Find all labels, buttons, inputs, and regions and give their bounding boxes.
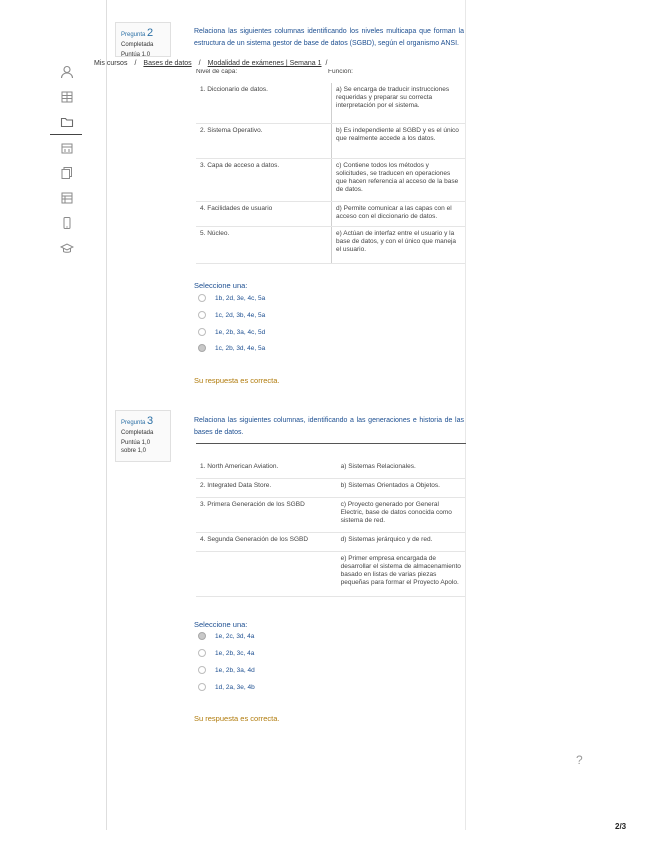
page-number: 2/3	[615, 822, 627, 831]
question-2-option-d[interactable]: 1c, 2b, 3d, 4e, 5a	[198, 344, 265, 354]
library-icon[interactable]	[60, 191, 74, 205]
calendar-icon[interactable]	[60, 141, 74, 155]
question-3-option-a[interactable]: 1e, 2c, 3d, 4a	[198, 632, 254, 642]
question-3-points: Puntúa 1,0 sobre 1,0	[121, 440, 151, 454]
question-3-feedback: Su respuesta es correcta.	[194, 714, 280, 723]
table-row: 4. Facilidades de usuario d) Permite comunicar a las capas con el acceso con el diccionario de datos.	[196, 202, 465, 227]
content-right-border	[465, 0, 466, 830]
breadcrumb-course-link[interactable]: Bases de datos	[143, 60, 192, 67]
graduation-cap-icon[interactable]	[60, 241, 74, 255]
breadcrumb-section-link[interactable]: Modalidad de exámenes | Semana 1	[207, 60, 322, 67]
question-2-select-label: Seleccione una:	[194, 281, 248, 290]
table-row: e) Primer empresa encargada de desarrollar el sistema de almacenamiento basado en listas de varias piezas pequeñas para formar el Proyecto Apolo.	[196, 552, 465, 597]
question-2-option-a[interactable]: 1b, 2d, 3e, 4c, 5a	[198, 294, 265, 304]
question-2-feedback: Su respuesta es correcta.	[194, 376, 280, 385]
question-3-text: Relaciona las siguientes columnas, identificando a las generaciones e historia de las bases de datos.	[194, 417, 464, 436]
question-2-match-table	[196, 83, 465, 264]
question-3-option-d[interactable]: 1d, 2a, 3e, 4b	[198, 683, 255, 693]
table-row: 1. Diccionario de datos. a) Se encarga de traducir instrucciones requeridas y preparar su correcta interpretación por el sistema.	[196, 83, 465, 124]
question-3-info	[115, 410, 171, 462]
user-icon[interactable]	[60, 65, 74, 79]
question-2-info	[115, 22, 171, 57]
question-3-select-label: Seleccione una:	[194, 620, 248, 629]
table-row: 5. Núcleo. e) Actúan de interfaz entre el usuario y la base de datos, y con el único que maneja el usuario.	[196, 227, 465, 264]
q2-header-right: Función:	[328, 69, 353, 74]
question-2-number: Pregunta 2	[121, 27, 154, 39]
mobile-icon[interactable]	[60, 216, 74, 230]
table-row: 1. North American Aviation. a) Sistemas Relacionales.	[196, 460, 465, 479]
question-3-match-table	[196, 460, 465, 597]
radio-button-selected[interactable]	[198, 344, 206, 352]
question-2-points: Puntúa 1,0	[121, 52, 151, 57]
radio-button[interactable]	[198, 294, 206, 302]
table-top-border	[196, 443, 466, 444]
question-2-option-c[interactable]: 1e, 2b, 3a, 4c, 5d	[198, 328, 265, 338]
active-nav-indicator	[50, 134, 82, 135]
content-left-border	[106, 0, 107, 830]
question-2-text: Relaciona las siguientes columnas identificando los niveles multicapa que forman la estructura de un sistema gestor de base de datos (SGBD), según el organismo ANSI.	[194, 28, 464, 47]
files-icon[interactable]	[60, 166, 74, 180]
breadcrumb-home[interactable]: Mis cursos	[94, 60, 128, 67]
radio-button[interactable]	[198, 328, 206, 336]
table-row: 3. Capa de acceso a datos. c) Contiene todos los métodos y solicitudes, se traducen en operaciones que hacen referencia al acceso de la base de datos.	[196, 159, 465, 202]
folder-icon[interactable]	[60, 115, 74, 129]
radio-button[interactable]	[198, 649, 206, 657]
table-row: 2. Sistema Operativo. b) Es independiente al SGBD y es el único que realmente accede a los datos.	[196, 124, 465, 159]
radio-button-selected[interactable]	[198, 632, 206, 640]
table-row: 4. Segunda Generación de los SGBD d) Sistemas jerárquico y de red.	[196, 533, 465, 552]
question-3-option-c[interactable]: 1e, 2b, 3a, 4d	[198, 666, 255, 676]
table-row: 3. Primera Generación de los SGBD c) Proyecto generado por General Electric, base de datos conocida como sistema de red.	[196, 498, 465, 533]
radio-button[interactable]	[198, 666, 206, 674]
question-3-option-b[interactable]: 1e, 2b, 3c, 4a	[198, 649, 254, 659]
q2-header-left: Nivel de capa:	[196, 69, 238, 74]
question-2-status: Completada	[121, 42, 154, 48]
grades-icon[interactable]	[60, 90, 74, 104]
question-3-number: Pregunta 3	[121, 415, 154, 427]
question-3-status: Completada	[121, 430, 154, 436]
breadcrumb: Mis cursos / Bases de datos / Modalidad de exámenes | Semana 1 /	[94, 60, 328, 67]
radio-button[interactable]	[198, 311, 206, 319]
help-icon[interactable]: ?	[576, 753, 583, 767]
radio-button[interactable]	[198, 683, 206, 691]
question-2-option-b[interactable]: 1c, 2d, 3b, 4e, 5a	[198, 311, 265, 321]
table-row: 2. Integrated Data Store. b) Sistemas Orientados a Objetos.	[196, 479, 465, 498]
